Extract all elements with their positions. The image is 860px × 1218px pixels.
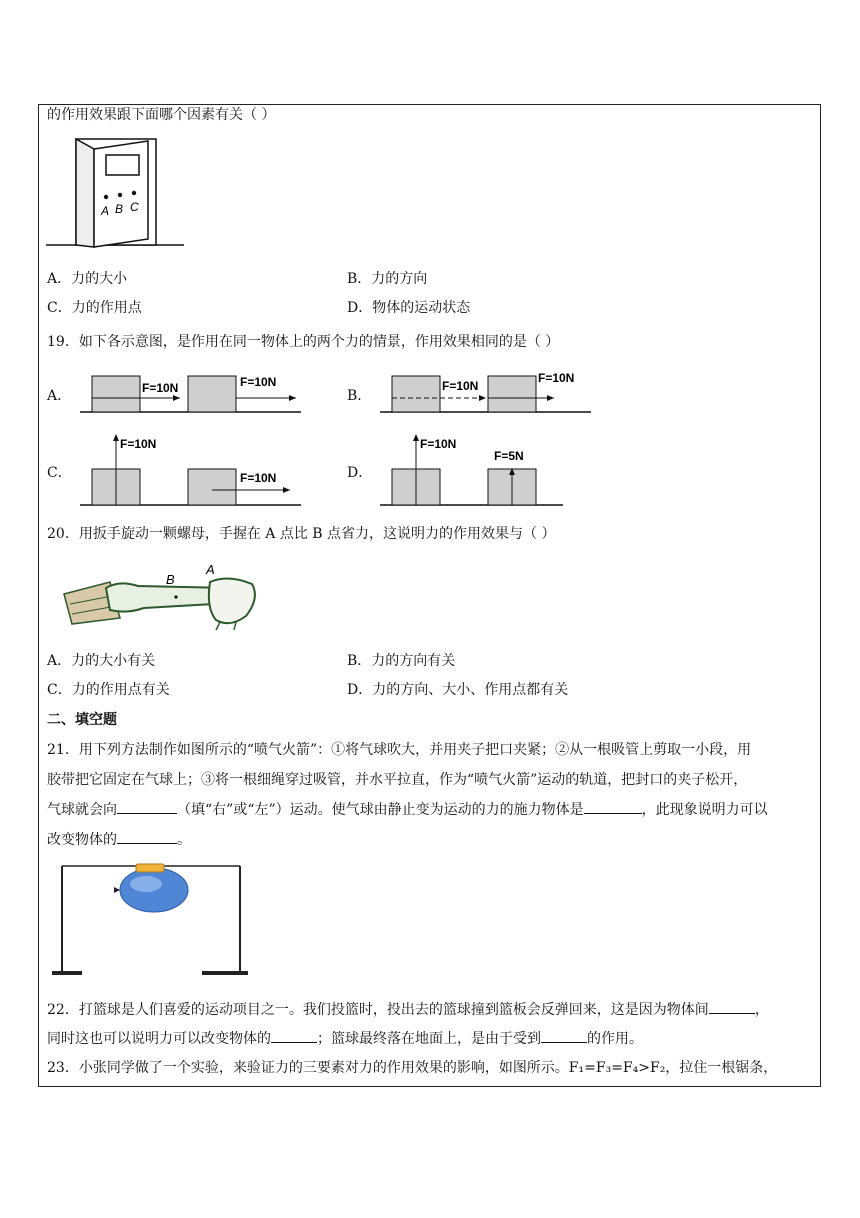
q19-option-b-letter: B． bbox=[347, 388, 372, 404]
q18-option-a: A．力的大小 bbox=[47, 271, 128, 287]
q19-b-label-1: F=10N bbox=[442, 379, 479, 393]
q19-b-label-2: F=10N bbox=[538, 371, 575, 385]
q20-option-c: C．力的作用点有关 bbox=[47, 682, 170, 698]
q22-line-1: 22．打篮球是人们喜爱的运动项目之一。我们投篮时，投出去的篮球撞到篮板会反弹回来，这是因为物体间 ， bbox=[47, 1002, 769, 1018]
q21-blank-2[interactable] bbox=[584, 800, 642, 814]
q19-a-label-2: F=10N bbox=[240, 375, 277, 389]
wrench-label-a: A bbox=[206, 562, 215, 577]
q19-c-label-2: F=10N bbox=[240, 471, 277, 485]
q20-stem: 20．用扳手旋动一颗螺母，手握在 A 点比 B 点省力，这说明力的作用效果与（ ） bbox=[47, 526, 556, 542]
wrench-label-b: B bbox=[166, 572, 175, 587]
q18-option-b: B．力的方向 bbox=[347, 271, 428, 287]
q18-option-c: C．力的作用点 bbox=[47, 300, 142, 316]
q21-line-3: 气球就会向 （填“右”或“左”）运动。使气球由静止变为运动的力的施力物体是 ，此现象说明力可以 bbox=[47, 802, 768, 818]
q19-figure-b bbox=[378, 368, 593, 418]
q19-figure-c bbox=[78, 430, 303, 510]
door-label-c: C bbox=[130, 200, 139, 214]
q22-line-2: 同时这也可以说明力可以改变物体的 ；篮球最终落在地面上，是由于受到 的作用。 bbox=[47, 1031, 643, 1047]
door-figure bbox=[46, 135, 186, 250]
q21-line-2: 胶带把它固定在气球上；③将一根细绳穿过吸管，并水平拉直，作为“喷气火箭”运动的轨道，把封口的夹子松开， bbox=[47, 772, 748, 788]
q21-line-1: 21．用下列方法制作如图所示的“喷气火箭”：①将气球吹大，并用夹子把口夹紧；②从一根吸管上剪取一小段，用 bbox=[47, 742, 752, 758]
q21-blank-1[interactable] bbox=[117, 800, 177, 814]
q18-stem: 的作用效果跟下面哪个因素有关（ ） bbox=[47, 107, 276, 123]
q19-c-label-1: F=10N bbox=[120, 437, 157, 451]
q19-option-a-letter: A． bbox=[47, 388, 72, 404]
q19-a-label-1: F=10N bbox=[142, 381, 179, 395]
q19-option-d-letter: D． bbox=[347, 465, 373, 481]
q22-blank-3[interactable] bbox=[541, 1029, 587, 1043]
q19-d-label-1: F=10N bbox=[420, 437, 457, 451]
balloon-rocket-figure bbox=[50, 858, 250, 978]
wrench-figure bbox=[60, 558, 270, 633]
q19-stem: 19．如下各示意图，是作用在同一物体上的两个力的情景，作用效果相同的是（ ） bbox=[47, 334, 560, 350]
q20-option-b: B．力的方向有关 bbox=[347, 653, 456, 669]
q22-blank-1[interactable] bbox=[709, 1000, 755, 1014]
door-label-b: B bbox=[115, 202, 124, 216]
q20-option-a: A．力的大小有关 bbox=[47, 653, 156, 669]
q19-figure-d bbox=[378, 430, 568, 510]
q18-option-d: D．物体的运动状态 bbox=[347, 300, 471, 316]
q19-figure-a bbox=[78, 368, 303, 418]
q19-d-label-2: F=5N bbox=[494, 449, 524, 463]
q21-line-4: 改变物体的 。 bbox=[47, 832, 191, 848]
q20-option-d: D．力的方向、大小、作用点都有关 bbox=[347, 682, 569, 698]
q23-line-1: 23．小张同学做了一个实验，来验证力的三要素对力的作用效果的影响，如图所示。F₁=F₃=F₄>F₂，拉住一根锯条， bbox=[47, 1060, 778, 1076]
q21-blank-3[interactable] bbox=[117, 830, 177, 844]
section-heading: 二、填空题 bbox=[47, 712, 117, 728]
q19-option-c-letter: C． bbox=[47, 465, 72, 481]
q22-blank-2[interactable] bbox=[271, 1029, 317, 1043]
door-label-a: A bbox=[101, 204, 110, 218]
